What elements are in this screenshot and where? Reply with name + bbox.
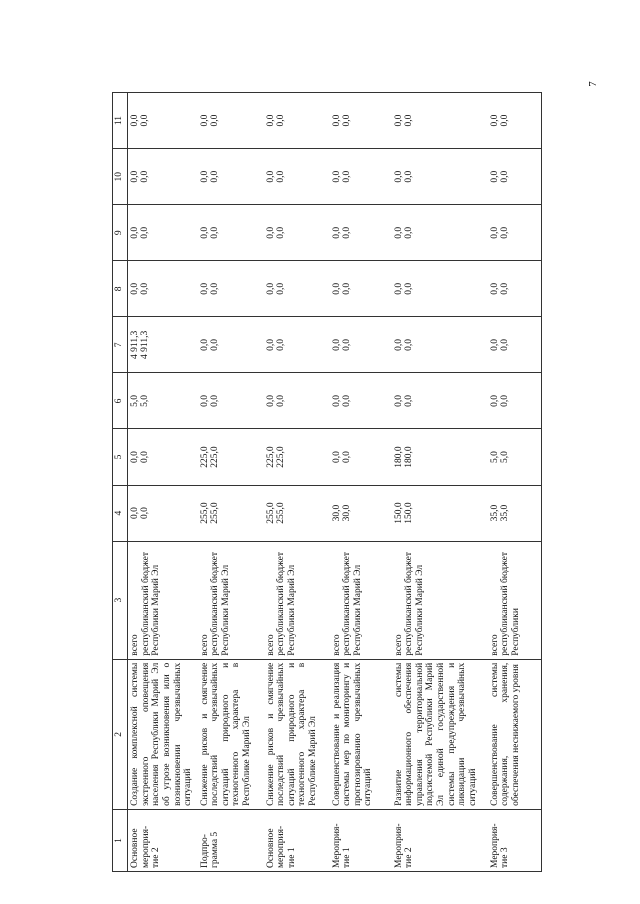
value-line: 0,0: [403, 226, 414, 239]
value-line: 30,0: [341, 504, 352, 522]
activity-name-cell: Совершенствование и реализация системы мер по мониторингу и прогнозированию чрезвычайных ситуаций: [330, 659, 392, 809]
value-line: 0,0: [331, 170, 342, 183]
header-cell: 2: [113, 659, 128, 809]
value-line: 225,0: [209, 446, 220, 468]
value-cell: [264, 485, 330, 541]
value-line: 0,0: [265, 170, 276, 183]
header-cell: 1: [113, 809, 128, 871]
value-line: 0,0: [275, 170, 286, 183]
value-cell: [392, 373, 488, 429]
value-line: 0,0: [199, 282, 210, 295]
value-line: 0,0: [341, 451, 352, 463]
value-line: 255,0: [265, 502, 276, 524]
value-cell: [330, 429, 392, 485]
value-line: 0,0: [499, 170, 510, 183]
value-line: 0,0: [275, 395, 286, 407]
value-line: 0,0: [341, 114, 352, 127]
funding-source-line: всего: [199, 634, 210, 656]
value-line: 0,0: [265, 226, 276, 239]
value-line: 0,0: [275, 282, 286, 295]
table-row: [392, 93, 488, 872]
funding-source-cell: [128, 541, 198, 659]
activity-name-cell: Снижение рисков и смягчение последствий чрезвычайных ситуаций природного и техногенного характера в Республике Марий Эл: [198, 659, 264, 809]
header-cell: 11: [113, 93, 128, 149]
value-cell: [392, 93, 488, 149]
value-line: 0,0: [341, 226, 352, 239]
funding-source-line: всего: [489, 634, 500, 656]
value-cell: [488, 205, 542, 261]
value-line: 0,0: [489, 338, 500, 351]
funding-source-line: всего: [265, 634, 276, 656]
funding-source-cell: [488, 541, 542, 659]
value-cell: [198, 149, 264, 205]
funding-source-line: республиканский бюджет Республики Марий Эл: [140, 551, 162, 656]
value-cell: [198, 93, 264, 149]
value-cell: [264, 317, 330, 373]
value-line: 180,0: [393, 446, 404, 468]
value-line: 0,0: [489, 226, 500, 239]
rotated-table-container: [112, 92, 526, 872]
value-cell: [128, 373, 198, 429]
page-number: 7: [586, 81, 599, 87]
value-line: 150,0: [393, 502, 404, 524]
value-line: 35,0: [489, 504, 500, 522]
value-line: 0,0: [209, 114, 220, 127]
activity-code-cell: Мероприя-тие 2: [392, 809, 488, 871]
value-line: 0,0: [199, 170, 210, 183]
activity-code-cell: Основное мероприя-тие 1: [264, 809, 330, 871]
value-line: 0,0: [265, 114, 276, 127]
value-line: 0,0: [140, 507, 151, 519]
value-line: 0,0: [130, 282, 140, 295]
value-line: 0,0: [499, 338, 510, 351]
value-line: 0,0: [130, 226, 140, 239]
value-line: 0,0: [199, 338, 210, 351]
funding-source-line: республиканский бюджет Республики Марий Эл: [342, 551, 363, 656]
funding-source-line: республиканский бюджет Республики: [500, 551, 521, 656]
value-line: 0,0: [341, 338, 352, 351]
activity-name-cell: Совершенствование системы содержания, хранения, обеспечения неснижаемого уровня: [488, 659, 542, 809]
value-cell: [392, 149, 488, 205]
table-row: [198, 93, 264, 872]
activity-code-cell: Мероприя-тие 1: [330, 809, 392, 871]
value-cell: [330, 93, 392, 149]
value-line: 0,0: [393, 282, 404, 295]
value-cell: [330, 373, 392, 429]
value-line: 0,0: [209, 170, 220, 183]
value-line: 0,0: [331, 226, 342, 239]
activity-name-cell: Снижение рисков и смягчение последствий чрезвычайных ситуаций природного и техногенного характера в Республике Марий Эл: [264, 659, 330, 809]
funding-source-cell: [198, 541, 264, 659]
value-line: 0,0: [130, 170, 140, 183]
funding-source-line: республиканский бюджет Республики Марий Эл: [404, 551, 425, 656]
value-line: 0,0: [140, 451, 151, 463]
header-cell: 5: [113, 429, 128, 485]
funding-source-line: республиканский бюджет Республики Марий Эл: [210, 551, 231, 656]
value-cell: [488, 261, 542, 317]
value-line: 0,0: [499, 395, 510, 407]
header-cell: 7: [113, 317, 128, 373]
value-line: 225,0: [265, 446, 276, 468]
value-cell: [128, 149, 198, 205]
value-line: 0,0: [393, 338, 404, 351]
value-line: 0,0: [209, 282, 220, 295]
value-line: 5,0: [489, 451, 500, 463]
value-line: 0,0: [140, 170, 151, 183]
funding-source-line: всего: [393, 634, 404, 656]
value-cell: [330, 317, 392, 373]
value-line: 0,0: [489, 114, 500, 127]
value-line: 0,0: [140, 226, 151, 239]
value-line: 5,0: [140, 395, 151, 407]
value-line: 225,0: [275, 446, 286, 468]
activity-code-cell: Подпро-грамма 5: [198, 809, 264, 871]
value-line: 0,0: [199, 114, 210, 127]
table-row: [330, 93, 392, 872]
value-cell: [392, 429, 488, 485]
value-line: 255,0: [199, 502, 210, 524]
value-line: 4 911,3: [130, 330, 140, 359]
header-cell: 9: [113, 205, 128, 261]
value-line: 0,0: [130, 507, 140, 519]
value-line: 0,0: [403, 338, 414, 351]
value-line: 0,0: [130, 114, 140, 127]
value-line: 0,0: [275, 226, 286, 239]
value-line: 255,0: [209, 502, 220, 524]
value-cell: [330, 149, 392, 205]
funding-source-cell: [264, 541, 330, 659]
value-line: 0,0: [199, 226, 210, 239]
value-line: 255,0: [275, 502, 286, 524]
value-line: 0,0: [393, 170, 404, 183]
activity-code-cell: Мероприя-тие 3: [488, 809, 542, 871]
value-line: 0,0: [140, 114, 151, 127]
value-cell: [264, 373, 330, 429]
value-line: 0,0: [209, 338, 220, 351]
value-cell: [488, 93, 542, 149]
value-cell: [128, 317, 198, 373]
value-cell: [128, 261, 198, 317]
header-cell: 10: [113, 149, 128, 205]
header-cell: 3: [113, 541, 128, 659]
value-line: 30,0: [331, 504, 342, 522]
value-cell: [330, 205, 392, 261]
table-body: [128, 93, 542, 872]
value-cell: [488, 429, 542, 485]
value-line: 0,0: [265, 395, 276, 407]
value-cell: [128, 429, 198, 485]
value-line: 0,0: [341, 395, 352, 407]
value-cell: [264, 205, 330, 261]
value-cell: [264, 93, 330, 149]
value-cell: [198, 485, 264, 541]
value-line: 35,0: [499, 504, 510, 522]
value-line: 150,0: [403, 502, 414, 524]
value-line: 0,0: [489, 282, 500, 295]
value-line: 0,0: [209, 226, 220, 239]
header-row: [113, 93, 128, 872]
value-line: 0,0: [331, 114, 342, 127]
value-cell: [330, 261, 392, 317]
value-line: 0,0: [265, 282, 276, 295]
value-line: 0,0: [341, 170, 352, 183]
value-cell: [198, 373, 264, 429]
value-cell: [198, 205, 264, 261]
value-line: 0,0: [341, 282, 352, 295]
value-line: 0,0: [265, 338, 276, 351]
value-line: 0,0: [499, 114, 510, 127]
header-cell: 8: [113, 261, 128, 317]
table-row: [264, 93, 330, 872]
value-cell: [128, 485, 198, 541]
funding-source-line: республиканский бюджет Республики Марий Эл: [276, 551, 297, 656]
budget-table: [112, 92, 542, 872]
value-cell: [198, 261, 264, 317]
value-cell: [264, 149, 330, 205]
value-cell: [392, 205, 488, 261]
value-cell: [488, 485, 542, 541]
activity-name-cell: Развитие системы информационного обеспечения управления территориальной подсистемой Республики Марий Эл единой государственной системы предупреждения и ликвидации чрезвычайных ситуаций: [392, 659, 488, 809]
value-cell: [198, 429, 264, 485]
value-line: 0,0: [130, 451, 140, 463]
value-line: 0,0: [403, 395, 414, 407]
header-cell: 6: [113, 373, 128, 429]
value-cell: [392, 317, 488, 373]
table-row: [488, 93, 542, 872]
funding-source-line: всего: [130, 634, 140, 656]
funding-source-cell: [392, 541, 488, 659]
value-cell: [392, 261, 488, 317]
value-line: 225,0: [199, 446, 210, 468]
activity-name-cell: Создание комплексной системы экстренного оповещения населения Республики Марий Эл об угрозе возникновения или о возникновении чрезвычайных ситуаций: [128, 659, 198, 809]
value-line: 0,0: [331, 282, 342, 295]
funding-source-line: всего: [331, 634, 342, 656]
activity-code-cell: Основное мероприя-тие 2: [128, 809, 198, 871]
value-line: 0,0: [403, 282, 414, 295]
value-line: 0,0: [393, 226, 404, 239]
value-line: 0,0: [199, 395, 210, 407]
value-cell: [264, 429, 330, 485]
value-cell: [128, 93, 198, 149]
header-cell: 4: [113, 485, 128, 541]
value-cell: [488, 149, 542, 205]
value-cell: [330, 485, 392, 541]
value-line: 0,0: [489, 170, 500, 183]
value-line: 0,0: [140, 282, 151, 295]
value-line: 0,0: [331, 395, 342, 407]
value-line: 0,0: [489, 395, 500, 407]
value-line: 0,0: [403, 114, 414, 127]
value-line: 0,0: [499, 282, 510, 295]
value-line: 0,0: [393, 114, 404, 127]
funding-source-cell: [330, 541, 392, 659]
table-row: [128, 93, 198, 872]
value-line: 0,0: [393, 395, 404, 407]
value-line: 0,0: [499, 226, 510, 239]
value-line: 0,0: [275, 114, 286, 127]
value-line: 0,0: [275, 338, 286, 351]
value-cell: [128, 205, 198, 261]
value-line: 180,0: [403, 446, 414, 468]
value-line: 0,0: [331, 338, 342, 351]
value-cell: [488, 373, 542, 429]
value-line: 5,0: [499, 451, 510, 463]
value-line: 5,0: [130, 395, 140, 407]
value-line: 0,0: [403, 170, 414, 183]
value-cell: [198, 317, 264, 373]
value-cell: [392, 485, 488, 541]
value-line: 0,0: [209, 395, 220, 407]
value-line: 0,0: [331, 451, 342, 463]
value-cell: [264, 261, 330, 317]
value-line: 4 911,3: [140, 330, 151, 359]
value-cell: [488, 317, 542, 373]
